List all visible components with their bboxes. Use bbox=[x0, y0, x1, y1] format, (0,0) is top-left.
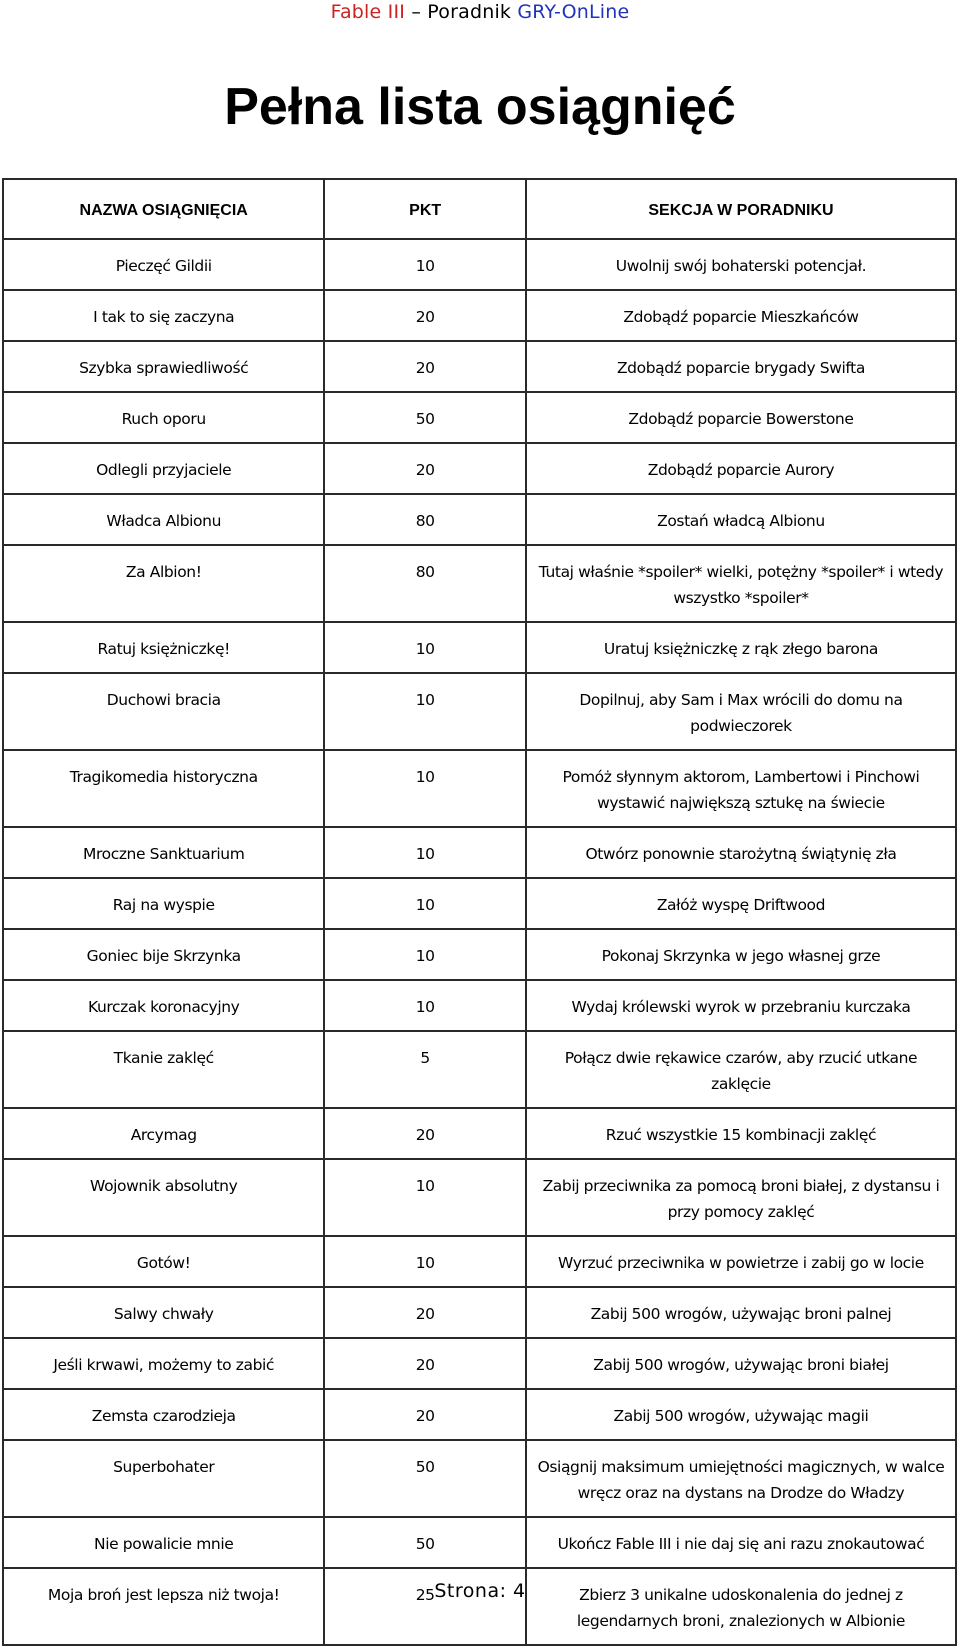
page-title: Pełna lista osiągnięć bbox=[224, 78, 736, 136]
table-row bbox=[3, 1389, 956, 1440]
table-row bbox=[3, 929, 956, 980]
achievement-name-cell: Szybka sprawiedliwość bbox=[3, 341, 324, 392]
points-cell: 10 bbox=[324, 980, 526, 1031]
points-cell: 20 bbox=[324, 341, 526, 392]
points-cell: 50 bbox=[324, 392, 526, 443]
points-cell: 10 bbox=[324, 878, 526, 929]
guide-section-cell: Tutaj właśnie *spoiler* wielki, potężny *spoiler* i wtedy wszystko *spoiler* bbox=[526, 545, 956, 622]
guide-section-cell: Otwórz ponownie starożytną świątynię zła bbox=[526, 827, 956, 878]
points-cell: 50 bbox=[324, 1440, 526, 1517]
table-row bbox=[3, 290, 956, 341]
points-cell: 20 bbox=[324, 1389, 526, 1440]
table-row bbox=[3, 1440, 956, 1517]
table-row bbox=[3, 1108, 956, 1159]
achievement-name-cell: Ruch oporu bbox=[3, 392, 324, 443]
table-row bbox=[3, 494, 956, 545]
achievement-name-cell: Arcymag bbox=[3, 1108, 324, 1159]
achievement-name-cell: Superbohater bbox=[3, 1440, 324, 1517]
achievement-name-cell: Za Albion! bbox=[3, 545, 324, 622]
achievement-name-cell: I tak to się zaczyna bbox=[3, 290, 324, 341]
running-header bbox=[0, 1, 960, 23]
table-row bbox=[3, 341, 956, 392]
column-header-points: PKT bbox=[324, 179, 526, 239]
points-cell: 25 bbox=[324, 1568, 526, 1645]
achievement-name-cell: Duchowi bracia bbox=[3, 673, 324, 750]
header-guide: Poradnik bbox=[427, 1, 512, 23]
achievement-name-cell: Ratuj księżniczkę! bbox=[3, 622, 324, 673]
points-cell: 20 bbox=[324, 1108, 526, 1159]
points-cell: 80 bbox=[324, 545, 526, 622]
guide-section-cell: Zabij 500 wrogów, używając broni białej bbox=[526, 1338, 956, 1389]
guide-section-cell: Pokonaj Skrzynka w jego własnej grze bbox=[526, 929, 956, 980]
guide-section-cell: Rzuć wszystkie 15 kombinacji zaklęć bbox=[526, 1108, 956, 1159]
points-cell: 20 bbox=[324, 1338, 526, 1389]
achievements-table bbox=[2, 178, 957, 1646]
guide-section-cell: Zdobądź poparcie Bowerstone bbox=[526, 392, 956, 443]
column-header-name: NAZWA OSIĄGNIĘCIA bbox=[3, 179, 324, 239]
table-row bbox=[3, 1031, 956, 1108]
guide-section-cell: Zdobądź poparcie brygady Swifta bbox=[526, 341, 956, 392]
achievement-name-cell: Jeśli krwawi, możemy to zabić bbox=[3, 1338, 324, 1389]
achievement-name-cell: Zemsta czarodzieja bbox=[3, 1389, 324, 1440]
table-header-row bbox=[3, 179, 956, 239]
table-row bbox=[3, 622, 956, 673]
guide-section-cell: Zabij przeciwnika za pomocą broni białej, z dystansu i przy pomocy zaklęć bbox=[526, 1159, 956, 1236]
points-cell: 20 bbox=[324, 1287, 526, 1338]
points-cell: 80 bbox=[324, 494, 526, 545]
points-cell: 10 bbox=[324, 1159, 526, 1236]
guide-section-cell: Zabij 500 wrogów, używając broni palnej bbox=[526, 1287, 956, 1338]
guide-section-cell: Zbierz 3 unikalne udoskonalenia do jednej z legendarnych broni, znalezionych w Albionie bbox=[526, 1568, 956, 1645]
points-cell: 20 bbox=[324, 290, 526, 341]
points-cell: 5 bbox=[324, 1031, 526, 1108]
guide-section-cell: Pomóż słynnym aktorom, Lambertowi i Pinchowi wystawić największą sztukę na świecie bbox=[526, 750, 956, 827]
header-publisher: GRY-OnLine bbox=[517, 1, 630, 23]
column-header-section: SEKCJA W PORADNIKU bbox=[526, 179, 956, 239]
achievement-name-cell: Goniec bije Skrzynka bbox=[3, 929, 324, 980]
guide-section-cell: Uwolnij swój bohaterski potencjał. bbox=[526, 239, 956, 290]
table-row bbox=[3, 239, 956, 290]
guide-section-cell: Wydaj królewski wyrok w przebraniu kurczaka bbox=[526, 980, 956, 1031]
points-cell: 50 bbox=[324, 1517, 526, 1568]
achievement-name-cell: Odlegli przyjaciele bbox=[3, 443, 324, 494]
header-separator: – bbox=[411, 1, 422, 23]
header-game: Fable III bbox=[330, 1, 406, 23]
points-cell: 10 bbox=[324, 622, 526, 673]
points-cell: 10 bbox=[324, 827, 526, 878]
table-row bbox=[3, 1236, 956, 1287]
guide-section-cell: Zdobądź poparcie Mieszkańców bbox=[526, 290, 956, 341]
table-row bbox=[3, 392, 956, 443]
points-cell: 10 bbox=[324, 239, 526, 290]
guide-section-cell: Dopilnuj, aby Sam i Max wrócili do domu na podwieczorek bbox=[526, 673, 956, 750]
table-row bbox=[3, 673, 956, 750]
achievement-name-cell: Władca Albionu bbox=[3, 494, 324, 545]
table-row bbox=[3, 443, 956, 494]
table-row bbox=[3, 1517, 956, 1568]
table-row bbox=[3, 1159, 956, 1236]
points-cell: 10 bbox=[324, 750, 526, 827]
points-cell: 10 bbox=[324, 673, 526, 750]
table-row bbox=[3, 750, 956, 827]
guide-section-cell: Zostań władcą Albionu bbox=[526, 494, 956, 545]
achievement-name-cell: Raj na wyspie bbox=[3, 878, 324, 929]
achievement-name-cell: Tkanie zaklęć bbox=[3, 1031, 324, 1108]
page-number: Strona: 4 bbox=[434, 1580, 526, 1602]
achievement-name-cell: Nie powalicie mnie bbox=[3, 1517, 324, 1568]
achievement-name-cell: Gotów! bbox=[3, 1236, 324, 1287]
achievement-name-cell: Tragikomedia historyczna bbox=[3, 750, 324, 827]
guide-section-cell: Załóż wyspę Driftwood bbox=[526, 878, 956, 929]
guide-section-cell: Połącz dwie rękawice czarów, aby rzucić utkane zaklęcie bbox=[526, 1031, 956, 1108]
table-row bbox=[3, 878, 956, 929]
guide-section-cell: Zabij 500 wrogów, używając magii bbox=[526, 1389, 956, 1440]
points-cell: 20 bbox=[324, 443, 526, 494]
table-row bbox=[3, 1338, 956, 1389]
achievement-name-cell: Moja broń jest lepsza niż twoja! bbox=[3, 1568, 324, 1645]
achievement-name-cell: Mroczne Sanktuarium bbox=[3, 827, 324, 878]
points-cell: 10 bbox=[324, 1236, 526, 1287]
guide-section-cell: Zdobądź poparcie Aurory bbox=[526, 443, 956, 494]
table-row bbox=[3, 1287, 956, 1338]
points-cell: 10 bbox=[324, 929, 526, 980]
achievement-name-cell: Kurczak koronacyjny bbox=[3, 980, 324, 1031]
achievement-name-cell: Pieczęć Gildii bbox=[3, 239, 324, 290]
table-row bbox=[3, 827, 956, 878]
achievement-name-cell: Wojownik absolutny bbox=[3, 1159, 324, 1236]
table-row bbox=[3, 545, 956, 622]
guide-section-cell: Osiągnij maksimum umiejętności magicznych, w walce wręcz oraz na dystans na Drodze do Władzy bbox=[526, 1440, 956, 1517]
guide-section-cell: Ukończ Fable III i nie daj się ani razu znokautować bbox=[526, 1517, 956, 1568]
achievement-name-cell: Salwy chwały bbox=[3, 1287, 324, 1338]
guide-section-cell: Wyrzuć przeciwnika w powietrze i zabij go w locie bbox=[526, 1236, 956, 1287]
guide-section-cell: Uratuj księżniczkę z rąk złego barona bbox=[526, 622, 956, 673]
table-row bbox=[3, 980, 956, 1031]
